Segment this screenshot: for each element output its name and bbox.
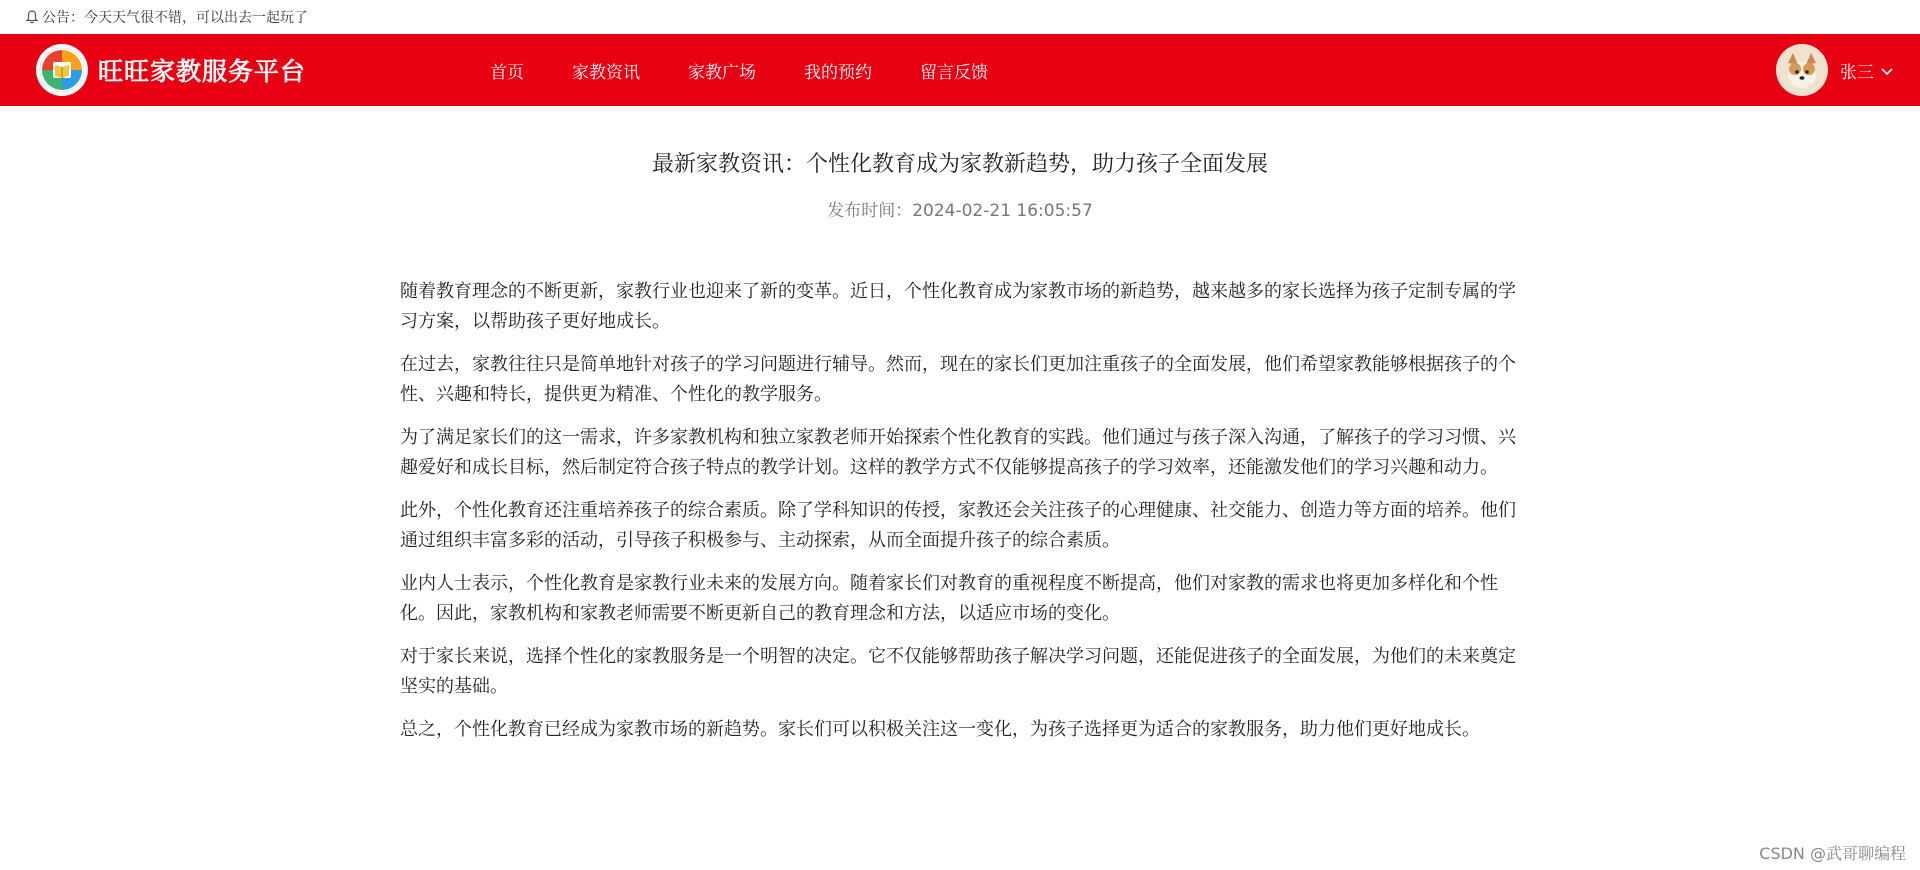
user-menu[interactable] (1776, 34, 1894, 106)
paragraph: 此外，个性化教育还注重培养孩子的综合素质。除了学科知识的传授，家教还会关注孩子的心理健康、社交能力、创造力等方面的培养。他们通过组织丰富多彩的活动，引导孩子积极参与、主动探索，从而全面提升孩子的综合素质。 (400, 500, 1516, 551)
main-nav (466, 34, 1012, 106)
notice-bar (0, 0, 1920, 34)
header (0, 34, 1920, 106)
nav-item-appointments[interactable]: 我的预约 (804, 62, 873, 83)
logo-icon (36, 44, 88, 96)
paragraph: 为了满足家长们的这一需求，许多家教机构和独立家教老师开始探索个性化教育的实践。他们通过与孩子深入沟通，了解孩子的学习习惯、兴趣爱好和成长目标，然后制定符合孩子特点的教学计划。这样的教学方式不仅能够提高孩子的学习效率，还能激发他们的学习兴趣和动力。 (400, 427, 1516, 478)
user-name: 张三 (1840, 62, 1874, 83)
chevron-down-icon[interactable] (1880, 63, 1894, 77)
nav-item-home[interactable]: 首页 (490, 62, 525, 83)
paragraph: 业内人士表示，个性化教育是家教行业未来的发展方向。随着家长们对教育的重视程度不断提高，他们对家教的需求也将更加多样化和个性化。因此，家教机构和家教老师需要不断更新自己的教育理念和方法，以适应市场的变化。 (400, 573, 1498, 624)
site-name: 旺旺家教服务平台 (98, 57, 307, 86)
paragraph: 总之，个性化教育已经成为家教市场的新趋势。家长们可以积极关注这一变化，为孩子选择更为适合的家教服务，助力他们更好地成长。 (400, 719, 1480, 740)
paragraph: 随着教育理念的不断更新，家教行业也迎来了新的变革。近日，个性化教育成为家教市场的新趋势，越来越多的家长选择为孩子定制专属的学习方案，以帮助孩子更好地成长。 (400, 281, 1516, 332)
paragraph: 在过去，家教往往只是简单地针对孩子的学习问题进行辅导。然而，现在的家长们更加注重孩子的全面发展，他们希望家教能够根据孩子的个性、兴趣和特长，提供更为精准、个性化的教学服务。 (400, 354, 1516, 405)
article-body (400, 277, 1520, 745)
article-title: 最新家教资讯：个性化教育成为家教新趋势，助力孩子全面发展 (651, 152, 1268, 177)
avatar (1776, 44, 1828, 96)
logo-link[interactable] (36, 44, 306, 96)
nav-item-feedback[interactable]: 留言反馈 (920, 62, 989, 83)
nav-item-news[interactable]: 家教资讯 (572, 62, 641, 83)
watermark: CSDN @武哥聊编程 (1759, 844, 1906, 863)
bell-icon (26, 10, 38, 24)
nav-item-plaza[interactable]: 家教广场 (688, 62, 757, 83)
notice-text: 公告：今天天气很不错，可以出去一起玩了 (42, 10, 308, 26)
article (400, 150, 1520, 745)
paragraph: 对于家长来说，选择个性化的家教服务是一个明智的决定。它不仅能够帮助孩子解决学习问题，还能促进孩子的全面发展，为他们的未来奠定坚实的基础。 (400, 646, 1516, 697)
publish-time: 发布时间：2024-02-21 16:05:57 (827, 201, 1093, 221)
